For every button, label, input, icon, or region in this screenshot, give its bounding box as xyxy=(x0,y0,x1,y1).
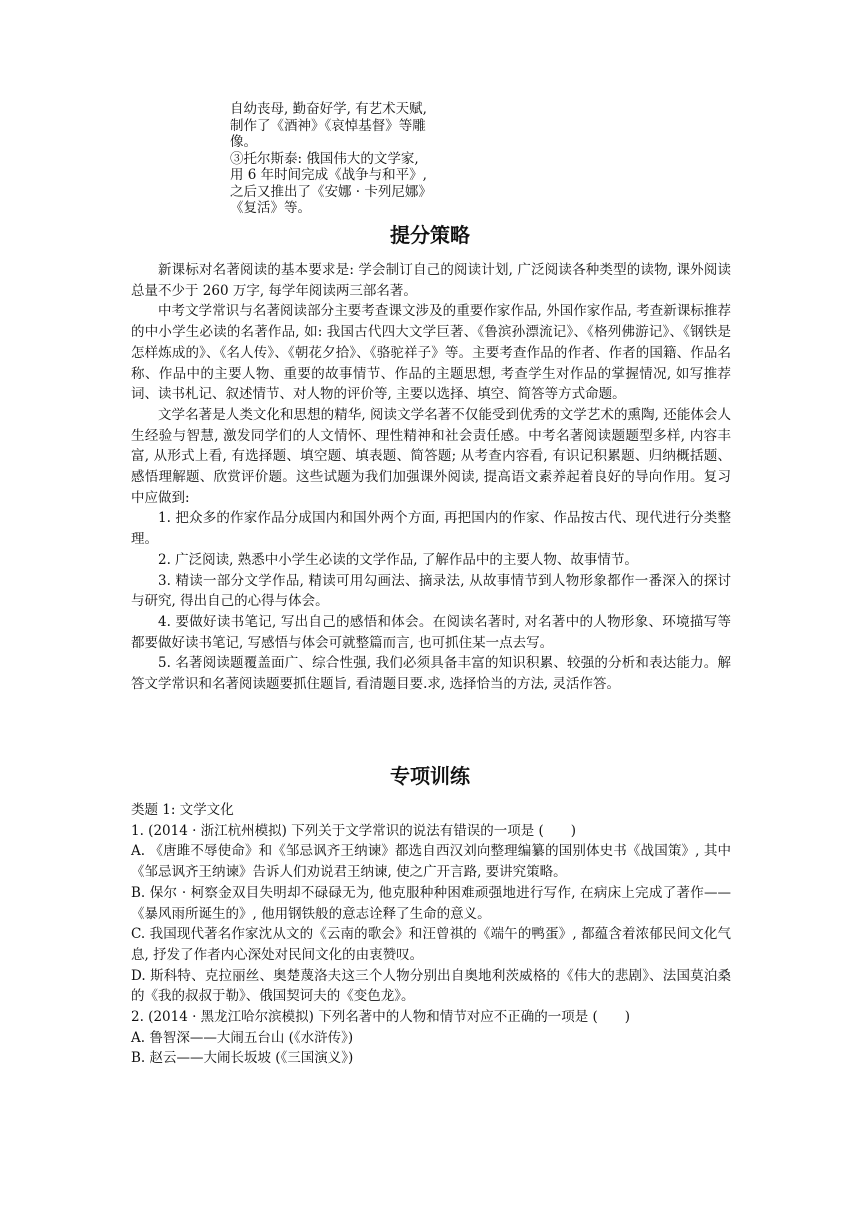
strategy-paragraph: 文学名著是人类文化和思想的精华, 阅读文学名著不仅能受到优秀的文学艺术的熏陶, 还能体会人生经验与智慧, 激发同学们的人文情怀、理性精神和社会责任感。中考名著阅读题题型多样, 内容丰富, 从形式上看, 有选择题、填空题、填表题、简答题; 从考查内容看, 有识记积累题、归纳概括题、感悟理解题、欣赏评价题。这些试题为我们加强课外阅读, 提高语文素养起着良好的导向作用。复习中应做到: xyxy=(131,406,731,506)
question-2-stem: 2. (2014 · 黑龙江哈尔滨模拟) 下列名著中的人物和情节对应不正确的一项是 ( ) xyxy=(131,1009,631,1026)
strategy-paragraph: 中考文学常识与名著阅读部分主要考查课文涉及的重要作家作品, 外国作家作品, 考查新课标推荐的中小学生必读的名著作品, 如: 我国古代四大文学巨著、《鲁滨孙漂流记》、《格列佛游记》、《钢铁是怎样炼成的》、《名人传》、《朝花夕拾》、《骆驼祥子》等。主要考查作品的作者、作者的国籍、作品名称、作品中的主要人物、重要的故事情节、作品的主题思想, 考查学生对作品的掌握情况, 如写推荐词、读书札记、叙述情节、对人物的评价等, 主要以选择、填空、简答等方式命题。 xyxy=(131,303,731,403)
strategy-tip: 5. 名著阅读题覆盖面广、综合性强, 我们必须具备丰富的知识积累、较强的分析和表达能力。解答文学常识和名著阅读题要抓住题旨, 看清题目要.求, 选择恰当的方法, 灵活作答。 xyxy=(131,655,731,693)
intro-fragment xyxy=(230,101,470,217)
intro-line: 《复活》等。 xyxy=(230,200,311,216)
strategy-tip: 4. 要做好读书笔记, 写出自己的感悟和体会。在阅读名著时, 对名著中的人物形象、环境描写等都要做好读书笔记, 写感悟与体会可就整篇而言, 也可抓住某一点去写。 xyxy=(131,613,731,651)
intro-line: ③托尔斯泰: 俄国伟大的文学家, xyxy=(230,150,419,167)
strategy-tip: 2. 广泛阅读, 熟悉中小学生必读的文学作品, 了解作品中的主要人物、故事情节。 xyxy=(158,551,638,568)
strategy-heading: 提分策略 xyxy=(390,223,470,247)
strategy-tip: 1. 把众多的作家作品分成国内和国外两个方面, 再把国内的作家、作品按古代、现代进行分类整理。 xyxy=(131,510,731,548)
question-1-option-a: A. 《唐雎不辱使命》和《邹忌讽齐王纳谏》都选自西汉刘向整理编纂的国别体史书《战国策》, 其中《邹忌讽齐王纳谏》告诉人们劝说君王纳谏, 使之广开言路, 要讲究策略。 xyxy=(131,843,731,881)
question-1-option-b: B. 保尔 · 柯察金双目失明却不碌碌无为, 他克服种种困难顽强地进行写作, 在病床上完成了著作——《暴风雨所诞生的》, 他用钢铁般的意志诠释了生命的意义。 xyxy=(131,884,731,922)
question-1-option-c: C. 我国现代著名作家沈从文的《云南的歌会》和汪曾祺的《端午的鸭蛋》, 都蕴含着浓郁民间文化气息, 抒发了作者内心深处对民间文化的由衷赞叹。 xyxy=(131,926,731,963)
question-2-option-b: B. 赵云——大闹长坂坡 (《三国演义》) xyxy=(131,1050,354,1067)
intro-line: 像。 xyxy=(230,134,257,150)
intro-line: 用 6 年时间完成《战争与和平》, xyxy=(230,167,427,183)
question-1-option-d: D. 斯科特、克拉丽丝、奥楚蔑洛夫这三个人物分别出自奥地利茨威格的《伟大的悲剧》、法国莫泊桑的《我的叔叔于勒》、俄国契诃夫的《变色龙》。 xyxy=(131,967,731,1005)
strategy-section xyxy=(131,260,731,695)
intro-line: 制作了《酒神》《哀悼基督》等雕 xyxy=(230,117,426,134)
training-section xyxy=(131,800,731,1069)
question-2-option-a: A. 鲁智深——大闹五台山 (《水浒传》) xyxy=(131,1029,354,1046)
intro-line: 之后又推出了《安娜 · 卡列尼娜》 xyxy=(230,183,432,200)
category-label: 类题 1: 文学文化 xyxy=(131,802,234,818)
intro-line: 自幼丧母, 勤奋好学, 有艺术天赋, xyxy=(230,101,427,117)
strategy-paragraph: 新课标对名著阅读的基本要求是: 学会制订自己的阅读计划, 广泛阅读各种类型的读物, 课外阅读总量不少于 260 万字, 每学年阅读两三部名著。 xyxy=(131,262,731,299)
training-heading: 专项训练 xyxy=(390,764,470,788)
question-1-stem: 1. (2014 · 浙江杭州模拟) 下列关于文学常识的说法有错误的一项是 ( ) xyxy=(131,822,577,839)
strategy-tip: 3. 精读一部分文学作品, 精读可用勾画法、摘录法, 从故事情节到人物形象都作一番深入的探讨与研究, 得出自己的心得与体会。 xyxy=(131,572,731,610)
